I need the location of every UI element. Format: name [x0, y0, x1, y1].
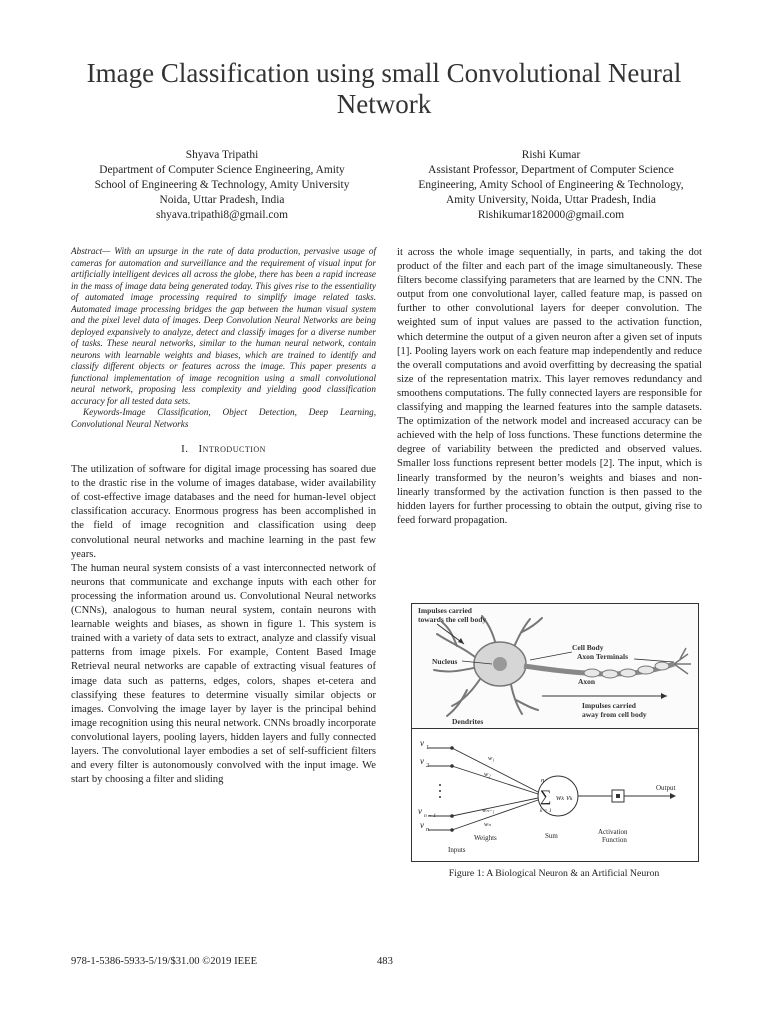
sigma-symbol: ∑ [540, 788, 552, 805]
sum-term: wₖ vₖ [556, 793, 573, 802]
label-dendrites: Dendrites [452, 717, 484, 726]
sum-upper-limit: n [541, 777, 545, 784]
author-email: shyava.tripathi8@gmail.com [156, 209, 288, 221]
label-activation: Activation [598, 828, 628, 836]
nucleus-shape [493, 657, 507, 671]
figure-caption: Figure 1: A Biological Neuron & an Artificial Neuron [448, 868, 660, 879]
label-impulses-in: Impulses carried [418, 606, 472, 615]
body-paragraph: The human neural system consists of a vast interconnected network of neurons that communicate and exchange inputs with each other for processing the information around us. Convolutional Neural networks (CNNs), analogous to human neural system, contain neurons with learnable weights and biases, as shown in figure 1. This system is trained with a variety of data sets to extract, analyze and classify visual patterns from image pixels. For example, Content Based Image Retrieval neural networks are capable of extracting visual features of image data such as patterns, edges, colors, shapes et-cetera and classifying these features to determine visually similar objects or images. Convolving the image layer by layer is the principal behind image recognition using this neural network. CNNs broadly incorporate convolutional layers, pooling layers, hidden layers and fully connected layers. The convolutional layer embodies a set of self-sufficient filters and every filter is autonomously convolved with the input image. We start by choosing a filter and sliding [71, 562, 376, 786]
figure-1 [411, 603, 699, 862]
label-sum: Sum [545, 832, 558, 840]
weight-label: wₙ [484, 821, 491, 828]
author-email: Rishikumar182000@gmail.com [477, 209, 625, 221]
author-location: Amity University, Noida, Uttar Pradesh, India [446, 194, 656, 206]
label-activation: Function [602, 836, 627, 844]
page-number: 483 [377, 956, 393, 967]
section-title: Introduction [198, 443, 266, 455]
author-block-1 [57, 148, 387, 223]
biological-neuron-diagram [412, 604, 698, 729]
body-paragraph: it across the whole image sequentially, in parts, and taking the dot product of the filter and each part of the image simultaneously. These filters become classifying parameters that are learned by the CNN. The output from one convolutional layer, called feature map, is passed on further to other convolutional layers for deeper convolution. The weighted sum of input values are passed to the activation function, which determine the output of a given neuron after a given set of inputs [1]. Pooling layers work on each feature map independently and reduce the overall computations and avoid overfitting by decreasing the spatial size of the representation matrix. This layer removes redundancy and smoothens computations. The fully connected layers are responsible for classifying and mapping the learned features into the sample datasets. The optimization of the network model and increased accuracy can be achieved with the help of loss functions. These functions determine the degree of variability between the predicted and observed values. Smaller loss functions represent better models [2]. The input, which is linearly transformed by the neuron’s weights and biases and non-linearly transformed by the activation function is then passed to the hidden layers for further processing to obtain the output, giving rise to feed forward propagation. [397, 247, 702, 526]
author-name: Shyava Tripathi [185, 149, 259, 161]
input-subscript: 2 [426, 763, 429, 769]
keywords: Keywords-Image Classification, Object Detection, Deep Learning, Convolutional Neural Networks [71, 407, 376, 429]
weight-label: w₂ [484, 771, 491, 778]
input-label-v2: v [420, 756, 424, 766]
label-cell-body: Cell Body [572, 643, 604, 652]
abstract-text: With an upsurge in the rate of data production, pervasive usage of cameras for automation and surveillance and the requirement of visual input for artificially intelligent devices all across the globe, there has been a rapid increase in the mass of image data being generated today. This gives rise to the essentiality of automated image processing required to simplify image related tasks. Automated image processing bridges the gap between the human visual system and the pixel level data of images. Deep Convolution Neural Networks are being deployed expansively to analyze, detect and classify images for a diverse number of tasks. These neural networks, similar to the human neural network, contain neurons with learnable weights and biases, which are trained to identify and classify different objects or features across the image. This paper presents a functional implementation of image recognition using a small convolutional neural network, proposing less complexity and yielding good classification accuracy for all tested data sets. [71, 246, 377, 406]
author-affiliation: Engineering, Amity School of Engineering & Technology, [418, 179, 684, 191]
footer-isbn: 978-1-5386-5933-5/19/$31.00 ©2019 IEEE [71, 956, 258, 967]
input-label-vn1: v [418, 806, 422, 816]
input-subscript: 1 [426, 745, 429, 751]
author-affiliation: Assistant Professor, Department of Computer Science [428, 164, 674, 176]
abstract-label: Abstract— [71, 246, 111, 256]
abstract [71, 246, 376, 430]
author-affiliation: Department of Computer Science Engineering, Amity [99, 164, 345, 176]
artificial-neuron-diagram [412, 730, 698, 861]
section-heading [71, 442, 376, 456]
input-label-vn: v [420, 820, 424, 830]
label-axon: Axon [578, 677, 596, 686]
label-nucleus: Nucleus [432, 657, 458, 666]
input-subscript: n [426, 827, 429, 833]
author-affiliation: School of Engineering & Technology, Amity University [94, 179, 350, 191]
body-paragraph: The utilization of software for digital image processing has soared due to the drastic rise in the volume of images database, wider availability of cost-effective image databases and the need for human-level object classification accuracy. Enormous progress has been accomplished in the field of image recognition and classification using deep convolutional neural networks and machine learning in the past few years. [71, 464, 376, 560]
weight-label: wₙ₋₁ [482, 807, 495, 814]
right-column [397, 246, 702, 528]
label-weights: Weights [474, 834, 497, 842]
label-impulses-out: Impulses carried [582, 701, 636, 710]
label-output: Output [656, 784, 676, 792]
author-block-2 [386, 148, 716, 223]
left-column [71, 246, 376, 787]
label-inputs: Inputs [448, 846, 466, 854]
label-impulses-in: towards the cell body [418, 615, 487, 624]
paper-title: Image Classification using small Convolutional Neural Network [86, 58, 682, 119]
author-location: Noida, Uttar Pradesh, India [159, 194, 285, 206]
input-label-v1: v [420, 738, 424, 748]
label-axon-terminals: Axon Terminals [577, 652, 629, 661]
weight-label: w₁ [488, 755, 495, 762]
sum-lower-limit: k = 1 [540, 808, 552, 814]
label-impulses-out: away from cell body [582, 710, 647, 719]
input-subscript: n − 1 [424, 813, 436, 819]
section-number: I. [181, 443, 189, 455]
author-name: Rishi Kumar [521, 149, 581, 161]
